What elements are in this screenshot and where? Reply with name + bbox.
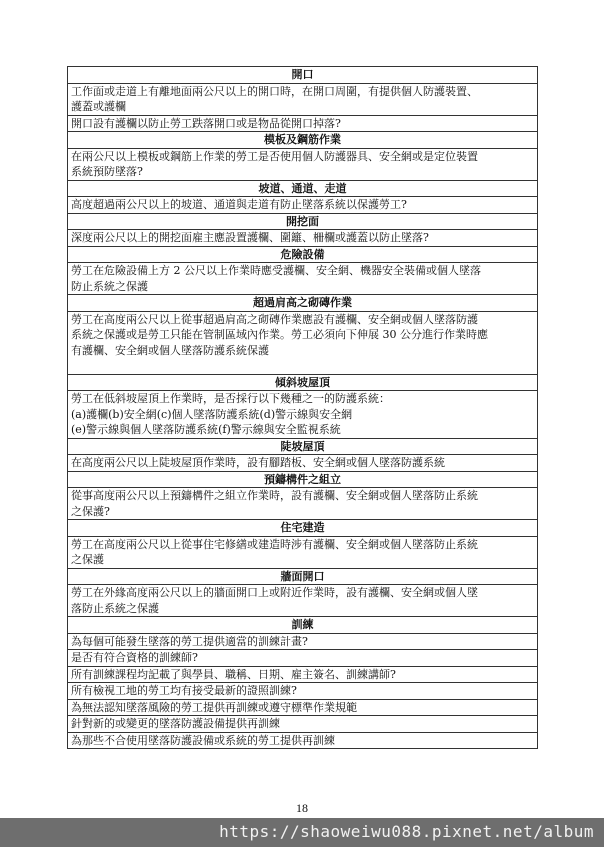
section-header-row (68, 568, 538, 585)
fall-protection-checklist-table (67, 66, 538, 749)
checklist-item (68, 716, 538, 733)
checklist-item-line: 為那些不合使用墜落防護設備或系統的勞工提供再訓練 (71, 733, 335, 747)
checklist-item-row (68, 536, 538, 568)
checklist-item (68, 391, 538, 439)
section-title: 開挖面 (68, 213, 538, 230)
checklist-item (68, 650, 538, 667)
checklist-item-line: 所有檢視工地的勞工均有接受最新的證照訓練? (71, 684, 297, 697)
checklist-item-row (68, 455, 538, 472)
checklist-item-line: 勞工在高度兩公尺以上從事住宅修繕或建造時涉有護欄、安全網或個人墜落防止系統 (71, 537, 478, 551)
checklist-item (68, 115, 538, 132)
checklist-item (68, 263, 538, 295)
checklist-item-row (68, 488, 538, 520)
checklist-item-line: 在兩公尺以上模板或鋼筋上作業的勞工是否使用個人防護器具、安全網或是定位裝置 (71, 149, 478, 163)
checklist-item-line: 高度超過兩公尺以上的坡道、通道與走道有防止墜落系統以保護勞工? (71, 198, 407, 211)
checklist-item-row (68, 83, 538, 115)
section-title: 陡坡屋頂 (68, 438, 538, 455)
checklist-item-line: 之保護 (71, 553, 104, 566)
checklist-item-line: 深度兩公尺以上的開挖面雇主應設置護欄、圍籬、柵欄或護蓋以防止墜落? (71, 231, 429, 244)
section-title: 危險設備 (68, 246, 538, 263)
checklist-item (68, 488, 538, 520)
checklist-item-line: 之保護? (71, 504, 110, 518)
checklist-item (68, 230, 538, 247)
page-number: 18 (296, 801, 308, 815)
checklist-item (68, 633, 538, 650)
checklist-item-row (68, 585, 538, 617)
checklist-item-row (68, 391, 538, 439)
checklist-item-row (68, 115, 538, 132)
section-title: 坡道、通道、走道 (68, 180, 538, 197)
checklist-item-line: 防止系統之保護 (71, 279, 148, 293)
checklist-item-line: 勞工在危險設備上方 2 公尺以上作業時應受護欄、安全網、機器安全裝備或個人墜落 (71, 264, 481, 277)
checklist-item-line: 為每個可能發生墜落的勞工提供適當的訓練計畫? (71, 634, 308, 648)
section-header-row (68, 374, 538, 391)
checklist-item-line: 勞工在低斜坡屋頂上作業時，是否採行以下幾種之一的防護系統： (71, 392, 390, 405)
section-header-row (68, 213, 538, 230)
section-header-row (68, 295, 538, 312)
watermark-url: https://shaoweiwu088.pixnet.net/album (219, 822, 594, 841)
checklist-item-row (68, 197, 538, 214)
checklist-item-line: 勞工在高度兩公尺以上從事超過肩高之砌磚作業應設有護欄、安全網或個人墜落防護 (71, 312, 478, 326)
section-header-row (68, 438, 538, 455)
section-title: 模板及鋼筋作業 (68, 132, 538, 149)
checklist-item-line: 所有訓練課程均記載了與學員、職稱、日期、雇主簽名、訓練講師? (71, 667, 396, 681)
checklist-item-row (68, 683, 538, 700)
checklist-item-line: 護蓋或護欄 (71, 100, 126, 113)
section-title: 開口 (68, 67, 538, 84)
checklist-item-row (68, 311, 538, 374)
section-title: 傾斜坡屋頂 (68, 374, 538, 391)
checklist-item-line: 從事高度兩公尺以上預鑄構件之組立作業時，設有護欄、安全網或個人墜落防止系統 (71, 489, 478, 502)
checklist-item (68, 683, 538, 700)
checklist-item-row (68, 699, 538, 716)
watermark-bar (0, 818, 604, 847)
checklist-item-line: 有護欄、安全網或個人墜落防護系統保護 (71, 343, 269, 357)
checklist-item-line: 系統之保護或是勞工只能在管制區域內作業。勞工必須向下伸展 30 公分進行作業時應 (71, 328, 488, 341)
checklist-item-row (68, 666, 538, 683)
section-header-row (68, 132, 538, 149)
checklist-item (68, 311, 538, 374)
checklist-item-row (68, 716, 538, 733)
section-header-row (68, 180, 538, 197)
checklist-item (68, 666, 538, 683)
checklist-item-line: 為無法認知墜落風險的勞工提供再訓練或遵守標準作業規範 (71, 700, 357, 714)
checklist-item-line: (a)護欄(b)安全網(c)個人墜落防護系統(d)警示線與安全網 (71, 407, 353, 421)
checklist-item-line (71, 358, 534, 374)
checklist-item-line: 在高度兩公尺以上陡坡屋頂作業時，設有腳踏板、安全網或個人墜落防護系統 (71, 456, 445, 469)
checklist-item (68, 455, 538, 472)
section-header-row (68, 67, 538, 84)
checklist-item-row (68, 230, 538, 247)
checklist-item-line: 系統預防墜落? (71, 165, 143, 178)
checklist-item (68, 148, 538, 180)
checklist-item-row (68, 732, 538, 749)
checklist-item (68, 83, 538, 115)
checklist-item-row (68, 263, 538, 295)
section-header-row (68, 471, 538, 488)
checklist-item-line: 工作面或走道上有離地面兩公尺以上的開口時，在開口周圍，有提供個人防護裝置、 (71, 84, 478, 98)
checklist-item-row (68, 148, 538, 180)
section-header-row (68, 617, 538, 634)
checklist-item (68, 585, 538, 617)
checklist-item-line: 針對新的或變更的墜落防護設備提供再訓練 (71, 717, 280, 730)
checklist-item (68, 197, 538, 214)
checklist-item (68, 699, 538, 716)
section-header-row (68, 246, 538, 263)
checklist-item (68, 536, 538, 568)
checklist-item-line: 勞工在外緣高度兩公尺以上的牆面開口上或附近作業時，設有護欄、安全網或個人墜 (71, 586, 478, 599)
section-title: 牆面開口 (68, 568, 538, 585)
section-title: 超過肩高之砌磚作業 (68, 295, 538, 312)
section-title: 住宅建造 (68, 520, 538, 537)
section-title: 訓練 (68, 617, 538, 634)
section-header-row (68, 520, 538, 537)
checklist-item-row (68, 633, 538, 650)
checklist-item-line: 落防止系統之保護 (71, 601, 159, 615)
checklist-item-line: 是否有符合資格的訓練師? (71, 651, 198, 664)
checklist-item-line: 開口設有護欄以防止勞工跌落開口或是物品從開口掉落? (71, 116, 341, 130)
checklist-item-row (68, 650, 538, 667)
checklist-item-line: (e)警示線與個人墜落防護系統(f)警示線與安全監視系統 (71, 423, 341, 436)
checklist-item (68, 732, 538, 749)
section-title: 預鑄構件之組立 (68, 471, 538, 488)
